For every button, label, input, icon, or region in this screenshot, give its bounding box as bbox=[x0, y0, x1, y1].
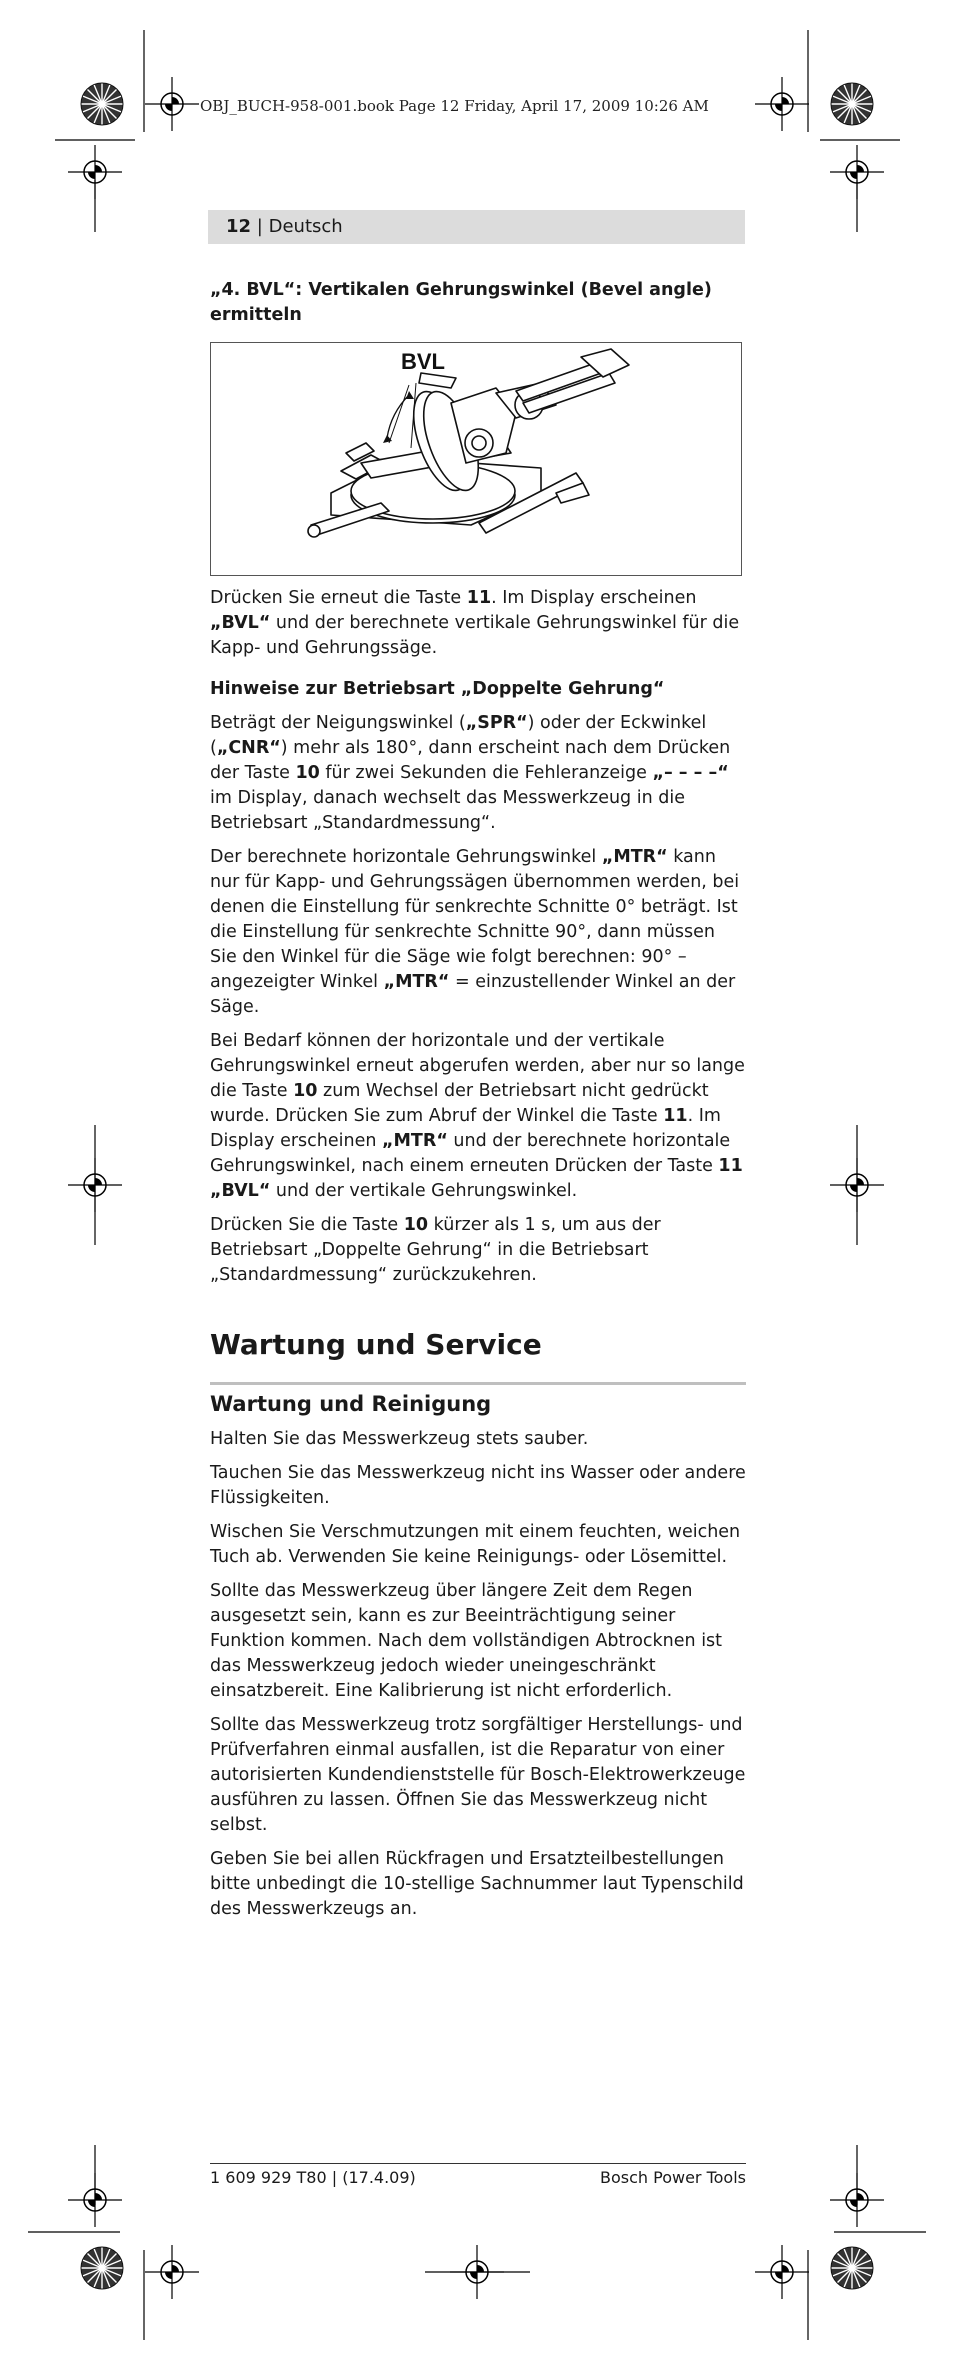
service-title: Wartung und Service bbox=[210, 1328, 542, 1361]
maintenance-text bbox=[210, 1427, 746, 1931]
text-run: . Im Display erscheinen bbox=[491, 588, 697, 608]
section-rule bbox=[210, 1382, 746, 1385]
text-run: Beträgt der Neigungswinkel ( bbox=[210, 713, 466, 733]
display-mtr: „MTR“ bbox=[383, 972, 450, 992]
display-mtr: „MTR“ bbox=[601, 847, 668, 867]
header-separator: | bbox=[256, 216, 263, 237]
display-mtr: „MTR“ bbox=[382, 1131, 448, 1151]
page-header bbox=[208, 210, 745, 244]
text-run: kürzer als 1 s, um aus der Betriebsart „Doppelte Gehrung“ in die Betriebsart „Standardmessung“ zurückzukehren. bbox=[210, 1215, 661, 1285]
maintenance-paragraph-5: Sollte das Messwerkzeug trotz sorgfältiger Herstellungs- und Prüfverfahren einmal ausfallen, ist die Reparatur von einer autorisierten Kundendienststelle für Bosch-Elektrowerkzeuge ausführen zu lassen. Öffnen Sie das Messwerkzeug nicht selbst. bbox=[210, 1715, 746, 1835]
bvl-paragraph bbox=[210, 586, 746, 661]
bvl-section bbox=[210, 278, 746, 337]
key-11: 11 bbox=[663, 1106, 688, 1126]
double-paragraph-2 bbox=[210, 845, 746, 1020]
text-run: ) oder der Eckwinkel ( bbox=[210, 713, 707, 758]
footer-rule bbox=[210, 2163, 746, 2164]
maintenance-header bbox=[210, 1382, 746, 1419]
text-run: und der berechnete horizontale Gehrungswinkel, nach einem erneuten Drücken der Taste bbox=[210, 1131, 731, 1176]
key-10: 10 bbox=[403, 1215, 429, 1235]
maintenance-subtitle: Wartung und Reinigung bbox=[210, 1392, 492, 1416]
text-run: im Display, danach wechselt das Messwerkzeug in die Betriebsart „Standardmessung“. bbox=[210, 788, 685, 833]
header-language: Deutsch bbox=[268, 216, 343, 237]
text-run: . Im Display erscheinen bbox=[210, 1106, 721, 1151]
text-run: Der berechnete horizontale Gehrungswinkel bbox=[210, 847, 602, 867]
key-10: 10 bbox=[295, 763, 320, 783]
miter-saw-illustration bbox=[211, 343, 741, 575]
error-display: „– – – –“ bbox=[652, 763, 729, 783]
figure-miter-saw bbox=[210, 342, 742, 576]
key-11: 11 bbox=[718, 1156, 743, 1176]
text-run: ) mehr als 180°, dann erscheint nach dem Drücken der Taste bbox=[210, 738, 731, 783]
page-number: 12 bbox=[226, 216, 252, 237]
text-run: Drücken Sie erneut die Taste bbox=[210, 588, 467, 608]
double-paragraph-1 bbox=[210, 711, 746, 836]
footer-doc-number: 1 609 929 T80 | (17.4.09) bbox=[210, 2168, 416, 2187]
print-info: OBJ_BUCH-958-001.book Page 12 Friday, April 17, 2009 10:26 AM bbox=[200, 97, 709, 115]
double-paragraph-4 bbox=[210, 1213, 746, 1288]
maintenance-paragraph-2: Tauchen Sie das Messwerkzeug nicht ins Wasser oder andere Flüssigkeiten. bbox=[210, 1463, 746, 1508]
key-11: 11 bbox=[466, 588, 492, 608]
maintenance-paragraph-1: Halten Sie das Messwerkzeug stets sauber. bbox=[210, 1429, 589, 1449]
double-miter-heading: Hinweise zur Betriebsart „Doppelte Gehrung“ bbox=[210, 679, 665, 699]
display-spr: „SPR“ bbox=[465, 713, 528, 733]
text-run: = einzustellender Winkel an der Säge. bbox=[210, 972, 736, 1017]
display-bvl: „BVL“ bbox=[210, 613, 271, 633]
maintenance-paragraph-6: Geben Sie bei allen Rückfragen und Ersatzteilbestellungen bitte unbedingt die 10-stellige Sachnummer laut Typenschild des Messwerkzeugs an. bbox=[210, 1849, 744, 1919]
bvl-text bbox=[210, 586, 746, 1297]
double-paragraph-3 bbox=[210, 1029, 746, 1204]
text-run: und der vertikale Gehrungswinkel. bbox=[270, 1181, 578, 1201]
bvl-heading: „4. BVL“: Vertikalen Gehrungswinkel (Bevel angle) ermitteln bbox=[210, 280, 712, 325]
maintenance-paragraph-3: Wischen Sie Verschmutzungen mit einem feuchten, weichen Tuch ab. Verwenden Sie keine Reinigungs- oder Lösemittel. bbox=[210, 1522, 741, 1567]
text-run: Drücken Sie die Taste bbox=[210, 1215, 404, 1235]
maintenance-paragraph-4: Sollte das Messwerkzeug über längere Zeit dem Regen ausgesetzt sein, kann es zur Beeinträchtigung seiner Funktion kommen. Nach dem vollständigen Abtrocknen ist das Messwerkzeug jedoch wieder uneingeschränkt einsatzbereit. Eine Kalibrierung ist nicht erforderlich. bbox=[210, 1581, 723, 1701]
text-run: zum Wechsel der Betriebsart nicht gedrückt wurde. Drücken Sie zum Abruf der Winkel die Taste bbox=[210, 1081, 709, 1126]
display-bvl: „BVL“ bbox=[210, 1181, 271, 1201]
text-run: kann nur für Kapp- und Gehrungssägen übernommen werden, bei denen die Einstellung für senkrechte Schnitte 0° beträgt. Ist die Einstellung für senkrechte Schnitte 90°, dann müssen Sie den Winkel für die Säge wie folgt berechnen: 90° – angezeigter Winkel bbox=[210, 847, 740, 992]
key-10: 10 bbox=[293, 1081, 318, 1101]
text-run: Bei Bedarf können der horizontale und der vertikale Gehrungswinkel erneut abgerufen werden, aber nur so lange die Taste bbox=[210, 1031, 745, 1101]
display-cnr: „CNR“ bbox=[216, 738, 281, 758]
text-run: für zwei Sekunden die Fehleranzeige bbox=[319, 763, 653, 783]
text-run: und der berechnete vertikale Gehrungswinkel für die Kapp- und Gehrungssäge. bbox=[210, 613, 740, 658]
figure-label-bvl: BVL bbox=[401, 349, 445, 374]
footer-brand: Bosch Power Tools bbox=[600, 2168, 746, 2187]
